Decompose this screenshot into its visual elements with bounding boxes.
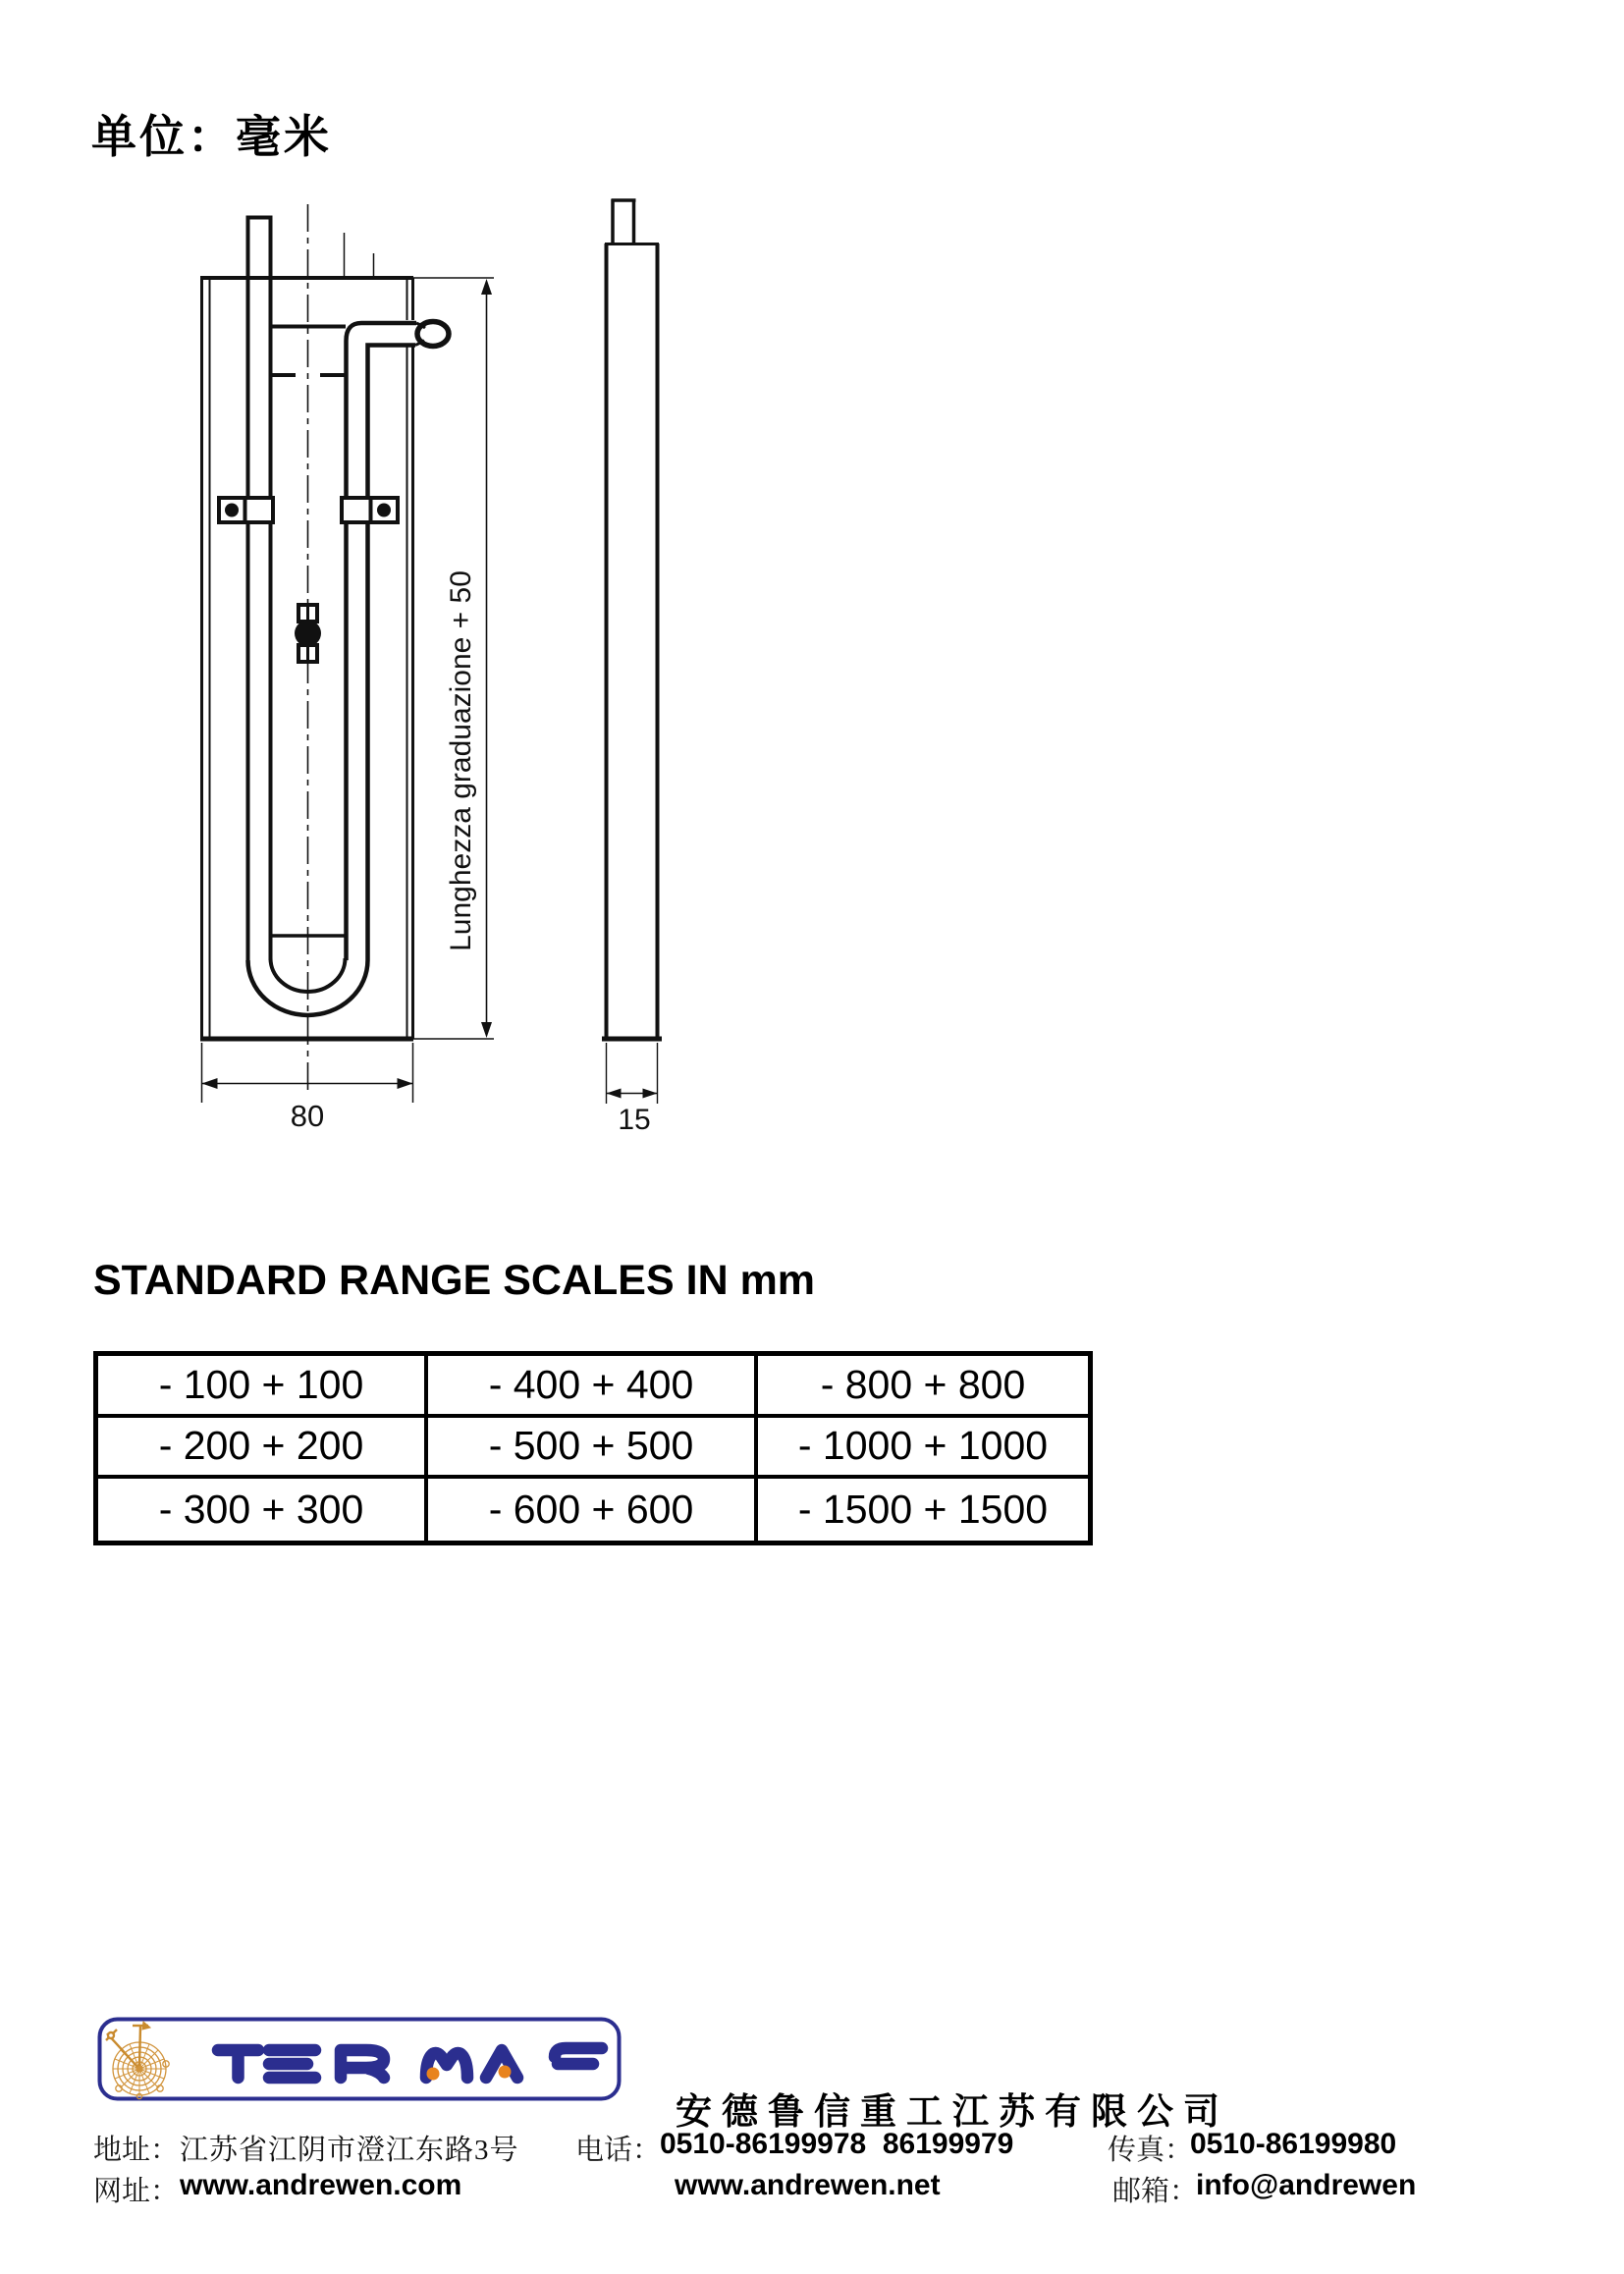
phone-value: 0510-86199978 86199979 [660,2128,1014,2160]
email-value: info@andrewen [1196,2169,1417,2201]
dim-width-label: 80 [290,1099,325,1133]
phone-label: 电话： [575,2135,662,2166]
termaf-logo [97,2017,622,2101]
clamp-left [219,498,273,522]
company-name: 安德鲁信重工江苏有限公司 [676,2092,1229,2133]
technical-drawing [0,0,766,1198]
address-label: 地址： [93,2135,180,2166]
side-view [602,199,662,1136]
unit-label: 单位：毫米 [91,112,332,162]
table-cell: - 800 + 800 [758,1356,1088,1418]
table-cell: - 500 + 500 [428,1418,758,1480]
dim-height-label: Lunghezza graduazione + 50 [445,570,477,951]
clamp-right [342,498,398,522]
address-value: 江苏省江阴市澄江东路3号 [180,2135,519,2166]
table-title: STANDARD RANGE SCALES IN mm [93,1257,816,1304]
logo-dot-m [427,2068,440,2081]
website-label: 网址： [93,2176,180,2207]
table-cell: - 300 + 300 [98,1479,428,1541]
table-cell: - 200 + 200 [98,1418,428,1480]
table-cell: - 1000 + 1000 [758,1418,1088,1480]
logo-dot-a [499,2066,512,2079]
dim-depth-label: 15 [618,1104,651,1136]
table-cell: - 400 + 400 [428,1356,758,1418]
email-label: 邮箱： [1112,2176,1199,2207]
website-value-1: www.andrewen.com [180,2169,462,2201]
dimension-height [413,278,494,1039]
table-cell: - 100 + 100 [98,1356,428,1418]
float [295,605,321,662]
dimension-depth [607,1043,658,1136]
fax-label: 传真： [1108,2135,1194,2166]
table-cell: - 1500 + 1500 [797,1487,1049,1533]
logo-border [100,2020,620,2099]
range-table [93,1351,1093,1545]
fax-value: 0510-86199980 [1190,2128,1397,2160]
front-view [200,204,494,1133]
website-value-2: www.andrewen.net [675,2169,941,2201]
table-cell: - 600 + 600 [428,1479,758,1541]
